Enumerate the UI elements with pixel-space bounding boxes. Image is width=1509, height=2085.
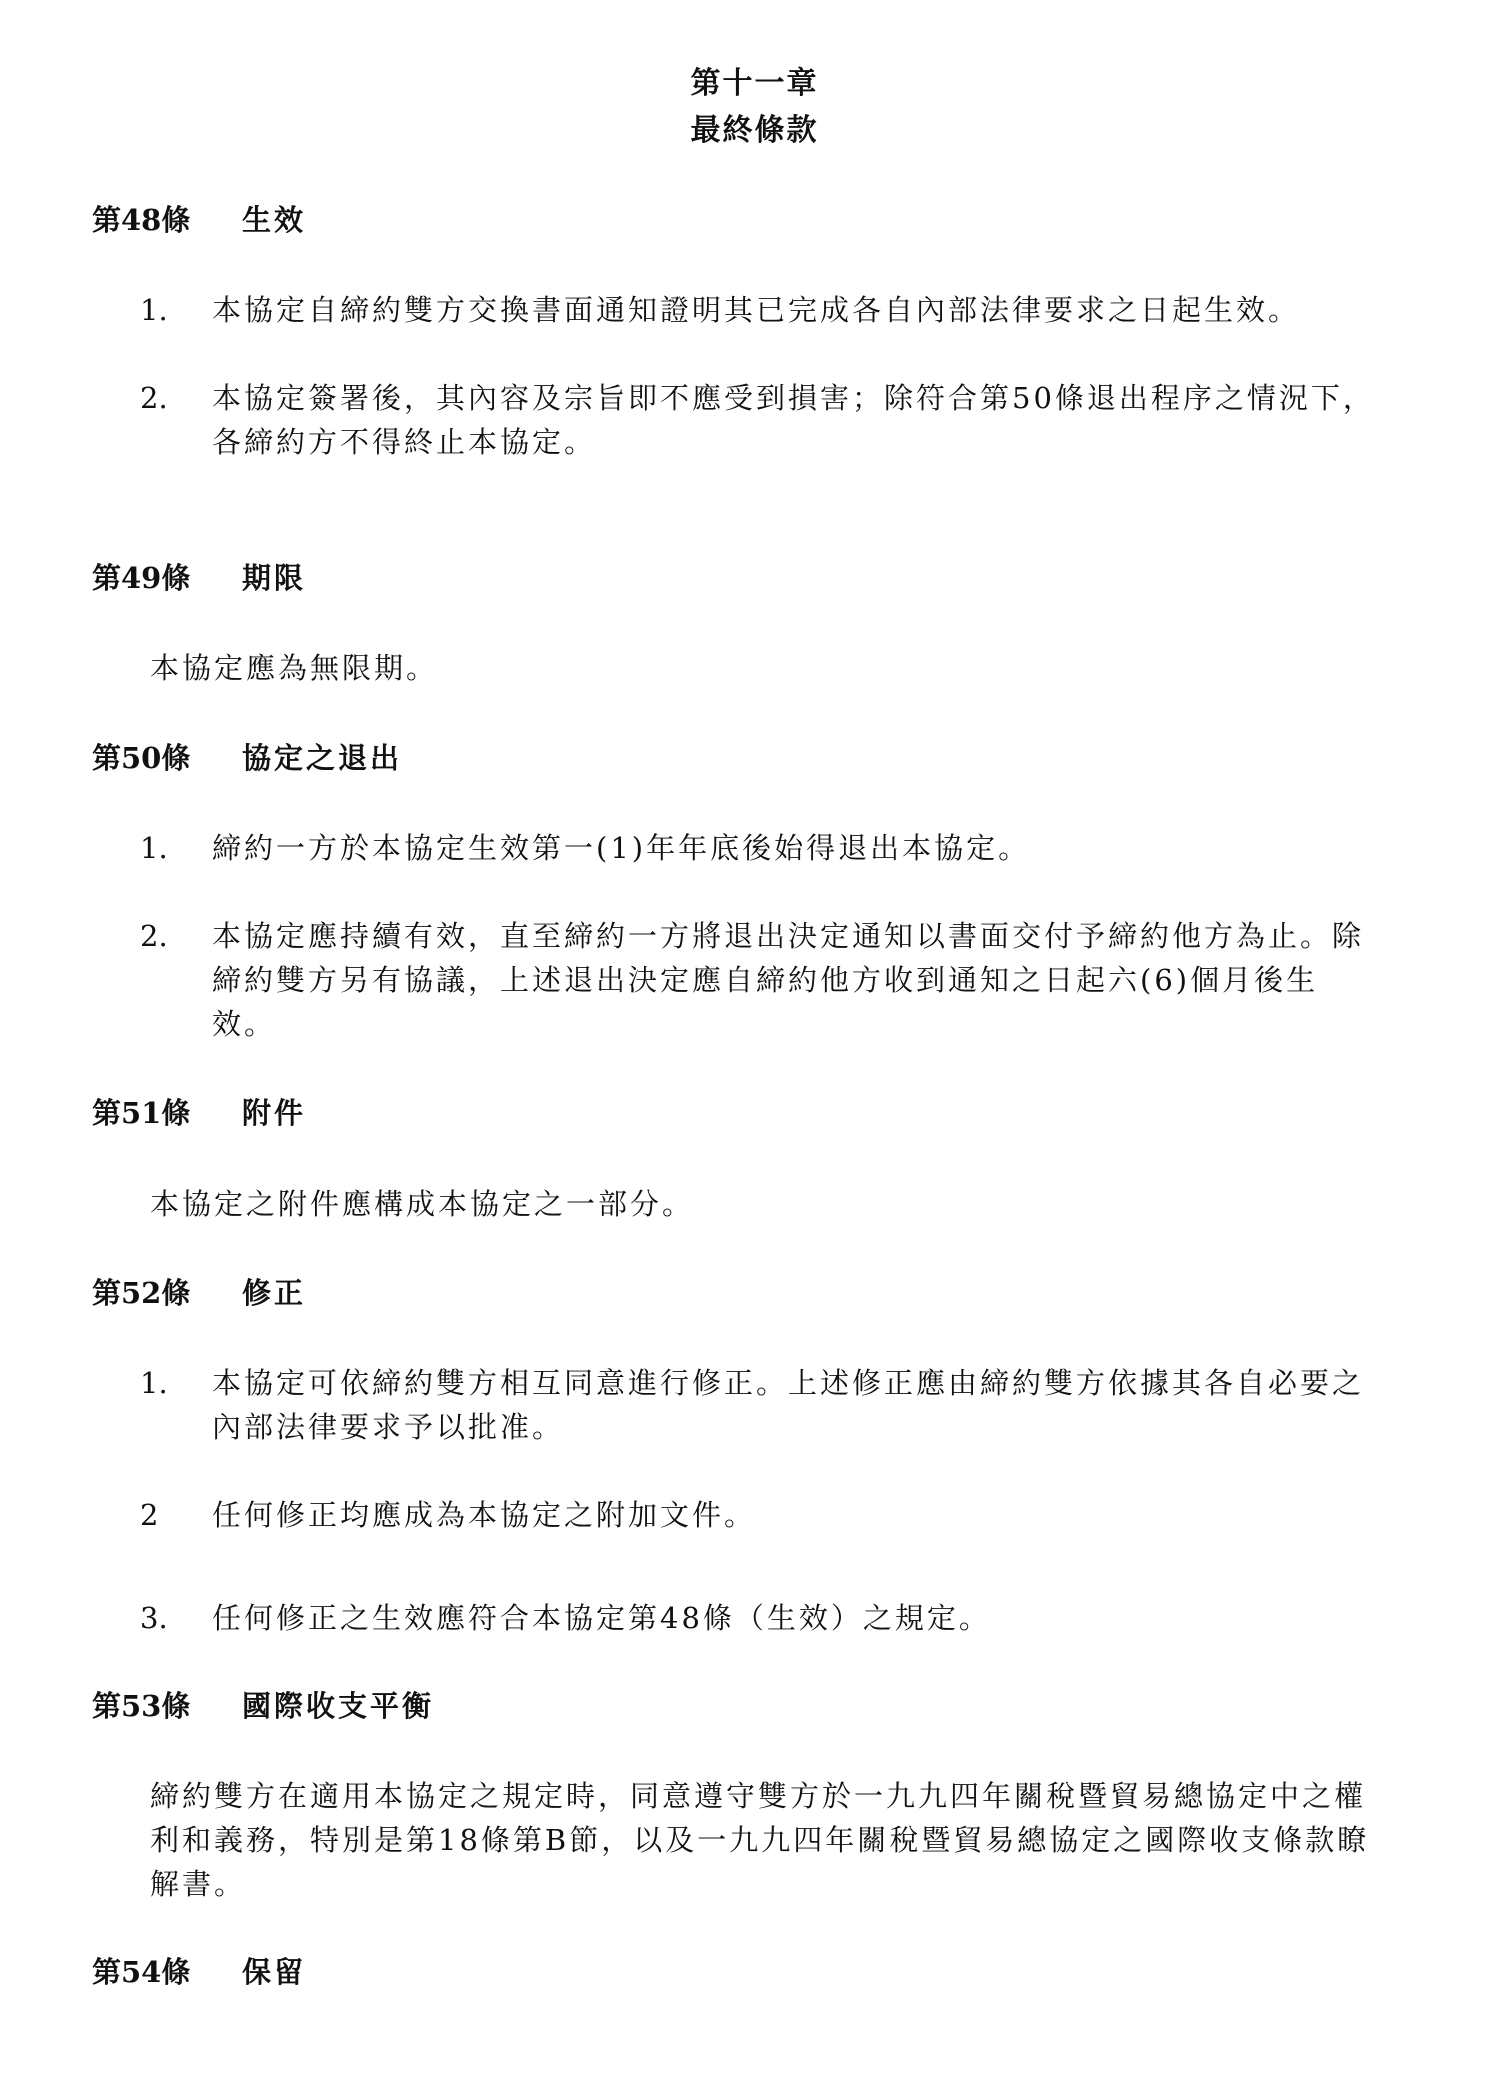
clause-number: 1. (140, 831, 168, 865)
article-title: 附件 (242, 1096, 307, 1130)
clause-number: 2. (140, 919, 168, 953)
clause-text: 任何修正均應成為本協定之附加文件。 (212, 1498, 757, 1532)
article-number: 第51條 (92, 1096, 191, 1130)
article-53-paragraph: 締約雙方在適用本協定之規定時，同意遵守雙方於一九九四年關稅暨貿易總協定中之權利和義務，特別是第18條第B節，以及一九九四年關稅暨貿易總協定之國際收支條款瞭解書。 (150, 1779, 1370, 1901)
article-number: 第49條 (92, 561, 191, 595)
article-title: 生效 (242, 203, 307, 237)
article-51-paragraph: 本協定之附件應構成本協定之一部分。 (150, 1187, 695, 1221)
clause-48-2 (140, 376, 1380, 464)
article-title: 修正 (242, 1276, 307, 1310)
clause-52-2 (140, 1493, 1380, 1537)
clause-52-3 (140, 1596, 1380, 1640)
chapter-title: 最終條款 (690, 113, 819, 148)
clause-number: 3. (140, 1601, 168, 1635)
clause-number: 2 (140, 1498, 159, 1532)
article-heading-50 (92, 738, 402, 778)
article-title: 期限 (242, 561, 307, 595)
clause-48-1 (140, 288, 1380, 332)
clause-text: 本協定簽署後，其內容及宗旨即不應受到損害；除符合第50條退出程序之情況下，各締約方不得終止本協定。 (212, 381, 1375, 459)
clause-50-2 (140, 914, 1380, 1046)
clause-text: 任何修正之生效應符合本協定第48條（生效）之規定。 (212, 1601, 991, 1635)
clause-number: 1. (140, 1366, 168, 1400)
article-heading-53 (92, 1686, 434, 1726)
clause-text: 本協定可依締約雙方相互同意進行修正。上述修正應由締約雙方依據其各自必要之內部法律要求予以批准。 (212, 1366, 1365, 1444)
article-number: 第53條 (92, 1689, 191, 1723)
article-heading-51 (92, 1093, 306, 1133)
clause-50-1 (140, 826, 1380, 870)
clause-text: 締約一方於本協定生效第一(1)年年底後始得退出本協定。 (212, 831, 1031, 865)
article-heading-52 (92, 1273, 306, 1313)
article-title: 協定之退出 (242, 741, 403, 775)
clause-text: 本協定自締約雙方交換書面通知證明其已完成各自內部法律要求之日起生效。 (212, 293, 1301, 327)
clause-text: 本協定應持續有效，直至締約一方將退出決定通知以書面交付予締約他方為止。除締約雙方另有協議，上述退出決定應自締約他方收到通知之日起六(6)個月後生效。 (212, 919, 1365, 1041)
article-title: 保留 (242, 1955, 307, 1989)
clause-number: 2. (140, 381, 168, 415)
chapter-number: 第十一章 (690, 66, 819, 101)
clause-52-1 (140, 1361, 1380, 1449)
article-number: 第54條 (92, 1955, 191, 1989)
article-heading-54 (92, 1952, 306, 1992)
clause-number: 1. (140, 293, 168, 327)
article-number: 第48條 (92, 203, 191, 237)
article-number: 第50條 (92, 741, 191, 775)
article-49-paragraph: 本協定應為無限期。 (150, 651, 439, 685)
article-heading-49 (92, 558, 306, 598)
article-title: 國際收支平衡 (242, 1689, 435, 1723)
article-number: 第52條 (92, 1276, 191, 1310)
article-heading-48 (92, 200, 306, 240)
